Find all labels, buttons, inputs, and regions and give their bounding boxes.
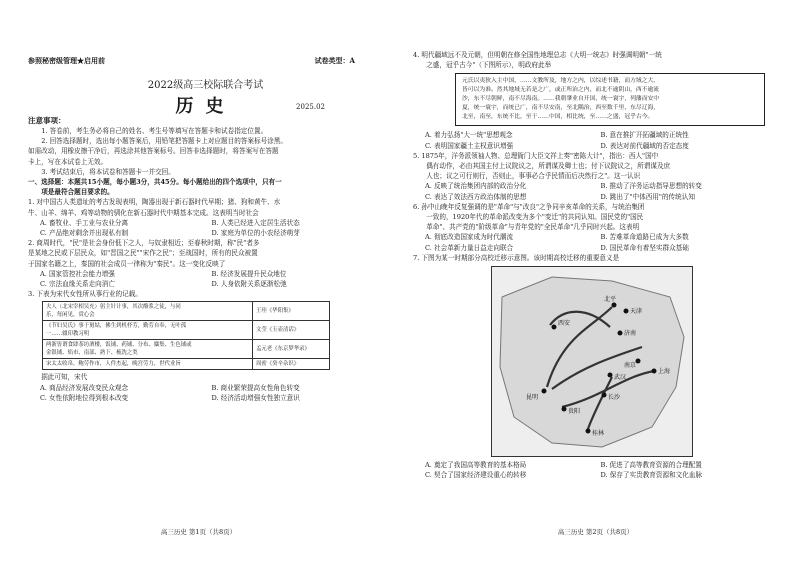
- option-b[interactable]: B. 人类已经进入定居生活状态: [211, 218, 300, 227]
- question-stem: 之盛，冠乎古今"（下图所示），明政府此举: [426, 61, 552, 70]
- table-cell-source: 周密《癸辛杂识》: [253, 359, 330, 370]
- question-stem: 于国家名籍之上，秦国的社会成员一律称为"秦民"。这一变化反映了: [28, 259, 226, 268]
- question-stem: 2. 商周时代，"民"是社会身份低下之人，与奴隶相近；至春秋时期，称"民"者多: [28, 239, 260, 248]
- option-a[interactable]: A. 国家管控社会能力增强: [40, 269, 115, 278]
- option-b[interactable]: B. 推动了洋务运动指导思想的转变: [600, 182, 702, 191]
- question-stem: 6. 孙中山晚年反复强调的是"革命"与"改良"之争同辛亥革命的关系，与统治集团: [413, 202, 645, 211]
- confidential-label: 参照秘密级管理★启用前: [28, 56, 105, 65]
- section-heading: 一、选择题：本题共15小题，每小题3分，共45分。每小题给出的四个选项中，只有一: [28, 178, 282, 187]
- option-a[interactable]: A. 畜牧业、手工业与农业分离: [40, 218, 129, 227]
- subject-title: 历史: [175, 96, 236, 117]
- city-label: 昆明: [526, 394, 539, 402]
- notes-heading: 注意事项：: [28, 116, 66, 125]
- city-marker: [618, 331, 623, 336]
- city-marker: [602, 393, 607, 398]
- question-lead: 据此可知，宋代: [41, 373, 88, 382]
- option-c[interactable]: C. 宗法血缘关系走向消亡: [40, 280, 115, 289]
- options: [413, 130, 776, 150]
- option-c[interactable]: C. 产品绝对剩余并出现私有制: [40, 229, 129, 238]
- option-c[interactable]: C. 表达了效法西方政治体制的思想: [425, 192, 527, 201]
- question-3: [28, 289, 383, 403]
- city-label: 桂林: [592, 430, 605, 438]
- table-cell-text: 宋太太收帛，鲍劳作市，人件杰起，晚宫劳力，世代业旨: [43, 359, 253, 370]
- city-label: 济南: [624, 330, 637, 338]
- question-stem: 7. 下图为某一时期部分高校迁移示意图。该时期高校迁移的重要意义是: [413, 253, 620, 262]
- option-a[interactable]: A. 反映了统治集团内部的政治分化: [425, 182, 527, 191]
- city-label: 天津: [630, 308, 643, 316]
- note-line: 1. 答卷前，考生务必将自己的姓名、考生号等填写在答题卡和试卷指定位置。: [41, 127, 268, 135]
- city-label: 武汉: [614, 374, 627, 382]
- city-marker: [552, 325, 557, 330]
- table-cell-source: 王珪《华阳集》: [253, 302, 330, 321]
- option-b[interactable]: B. 经济发展提升民众地位: [211, 269, 287, 278]
- section-heading-cont: 项是最符合题目要求的。: [41, 188, 114, 197]
- question-stem: 5. 1875年，洋务派领袖人物、总理衙门大臣文祥上奏"密陈大计"，指出：西人"国中: [413, 151, 659, 160]
- city-marker: [652, 369, 657, 374]
- table-cell-source: 孟元老《东京梦华录》: [253, 340, 330, 359]
- option-c[interactable]: C. 社会革新力量日益走向联合: [425, 243, 514, 252]
- city-marker: [542, 389, 547, 394]
- page-footer: 高三历史 第2页（共8页）: [557, 528, 634, 536]
- map-svg: [492, 267, 692, 456]
- source-table: [42, 301, 330, 370]
- page-footer: 高三历史 第1页（共8页）: [160, 528, 237, 536]
- exam-date: 2025.02: [296, 103, 325, 111]
- city-label: 南京: [624, 362, 637, 370]
- question-stem: 牛、山羊、绵羊、鸡等动物的驯化在新石器时代中期基本完成。这表明当时社会: [28, 208, 259, 217]
- option-a[interactable]: A. 商品经济发展改变民众观念: [40, 383, 129, 392]
- table-row: [43, 321, 330, 340]
- options: [413, 181, 776, 201]
- question-stem: 1. 对中国古人类遗址的考古发现表明，陶器出现于新石器时代早期；猪、狗和黄牛、水: [28, 198, 281, 207]
- question-stem: 革命"、共产党的"阶级革命"与青年党的"全民革命"几乎同时兴起。这表明: [426, 223, 640, 232]
- option-d[interactable]: D. 家庭为单位的小农经济萌芽: [211, 229, 300, 238]
- table-cell-text: 两浙皆谓食肆茶坊酒楼，饭铺、药铺、分布、麋集、生色铺或 金银铺、焰市、南部、熟下、梳洗之类: [43, 340, 253, 359]
- option-c[interactable]: C. 契合了国家经济建设重心的转移: [425, 471, 527, 480]
- option-d[interactable]: D. 保存了实贵教育资源和文化血脉: [600, 471, 703, 480]
- question-stem: 人也；议之可行则行，否则止，事事必合乎民情而后决然行之"。这一认识: [426, 172, 641, 181]
- city-marker: [586, 429, 591, 434]
- question-5: [413, 151, 776, 202]
- table-row: [43, 359, 330, 370]
- option-c[interactable]: C. 表明国家疆土主权意识增强: [425, 141, 514, 150]
- migration-map: [491, 266, 693, 457]
- option-d[interactable]: D. 人身依附关系逐渐松弛: [211, 280, 287, 289]
- options: [28, 218, 383, 238]
- question-stem: 是某地之民或下层民众，如"晋国之民""宋作之民"；至战国时，所有的民众被置: [28, 249, 258, 258]
- city-marker: [562, 407, 567, 412]
- option-b[interactable]: B. 意在推扩开拓疆域的正统性: [600, 131, 689, 140]
- city-label: 北平: [604, 296, 617, 304]
- options: [413, 460, 776, 480]
- option-b[interactable]: B. 苦难革命道路已成为大多数: [600, 233, 689, 242]
- question-stem: 4. 明代疆域远不及元朝，但明朝在修全国性地理总志《大明一统志》时强调明朝"一统: [413, 51, 662, 59]
- option-d[interactable]: D. 表达对前代疆域的否定态度: [600, 141, 689, 150]
- note-line: 3. 考试结束后，将本试卷和答题卡一并交回。: [41, 167, 175, 176]
- city-label: 西安: [558, 320, 571, 328]
- option-b[interactable]: B. 商业繁荣提高女性角色转变: [211, 383, 300, 392]
- question-stem: 3. 下表为宋代女性所从事行业的记载。: [28, 290, 142, 299]
- paper-type-label: 试卷类型：A: [314, 56, 355, 65]
- option-a[interactable]: A. 奠定了我国高等教育的基本格局: [425, 461, 527, 470]
- question-2: [28, 238, 383, 289]
- options: [28, 383, 383, 403]
- city-marker: [608, 373, 613, 378]
- right-page: [397, 0, 794, 562]
- city-label: 上海: [658, 368, 671, 376]
- option-d[interactable]: D. 跳出了"中体西用"的传统认知: [600, 192, 695, 201]
- options: [28, 269, 383, 289]
- quote-line: 皆可以为准。然其地域无若是之广，或正所治之内，而北不逾阴山，西不逾流: [462, 87, 660, 94]
- quote-line: 沙，东不尽朝鲜，南不尽海南。……我朝肇业自开国，统一寰宇，列藩而安中: [462, 96, 660, 103]
- option-a[interactable]: A. 彻底改造国家成为时代潮流: [425, 233, 514, 242]
- question-stem: 偶有动作，必由其国主付上议院议之，所谓谋及卿士也；付下议院议之，所谓谋及庶: [426, 162, 671, 171]
- note-line: 卡上，写在本试卷上无效。: [28, 157, 108, 166]
- city-marker: [612, 303, 617, 308]
- quote-line: 夏，统一寰宇，而统已广，南不尽安南，至北隅治，西至数千里，东尽辽海，: [462, 105, 660, 112]
- question-6: [413, 202, 776, 253]
- top-spacer: [413, 0, 776, 50]
- quote-box: [455, 73, 765, 126]
- quote-line: 元氏以夷狄入主中国，……文教所及，地方之内，以综述书籍，而方域之大，: [462, 78, 660, 85]
- city-marker: [624, 309, 629, 314]
- question-1: [28, 197, 383, 238]
- question-7: [413, 253, 776, 481]
- options: [413, 232, 776, 252]
- table-cell-source: 文莹《玉壶清话》: [253, 321, 330, 340]
- option-b[interactable]: B. 促进了高等教育资源的合理配置: [600, 461, 702, 470]
- exam-title: 2022级高三校际联合考试: [147, 80, 264, 91]
- note-line: 如需改动，用橡皮擦干净后，再选涂其他答案标号。回答非选择题时，将答案写在答题: [28, 147, 279, 156]
- subject-row: [28, 92, 383, 117]
- option-a[interactable]: A. 着力弘扬"大一统"思想观念: [425, 131, 513, 140]
- option-c[interactable]: C. 女性依附地位得到根本改变: [40, 393, 129, 402]
- city-label: 长沙: [608, 394, 621, 402]
- table-row: [43, 302, 330, 321]
- city-label: 贵阳: [568, 408, 581, 416]
- option-d[interactable]: D. 经济活动增强女性独立意识: [211, 393, 300, 402]
- question-stem: 一致的，1920年代的革命派改变为多个"变迁"的共同认知。国民党的"国民: [426, 213, 644, 222]
- city-marker: [636, 359, 641, 364]
- note-line: 2. 回答选择题时，选出每小题答案后，用铅笔把答题卡上对应题目的答案标号涂黑。: [41, 137, 287, 146]
- meta-row: [28, 56, 383, 66]
- table-cell-text: 夫人（北宋宰相吴充）躬主针计事，其次酪浆之徒，与同 乐，每闲见，赏心会: [43, 302, 253, 321]
- table-row: [43, 340, 330, 359]
- table-cell-text: 《节妇吴氏》事于舅姑，佛生到机杼劳，勤劳自奉，无叶孤 一……辍印教习明: [43, 321, 253, 340]
- option-d[interactable]: D. 国民革命有着坚实群众基础: [600, 243, 689, 252]
- quote-line: 北至，南至，东统不比，至于……中国，相比统，至……之盛，冠乎古今。: [462, 114, 654, 121]
- question-4: [413, 50, 776, 151]
